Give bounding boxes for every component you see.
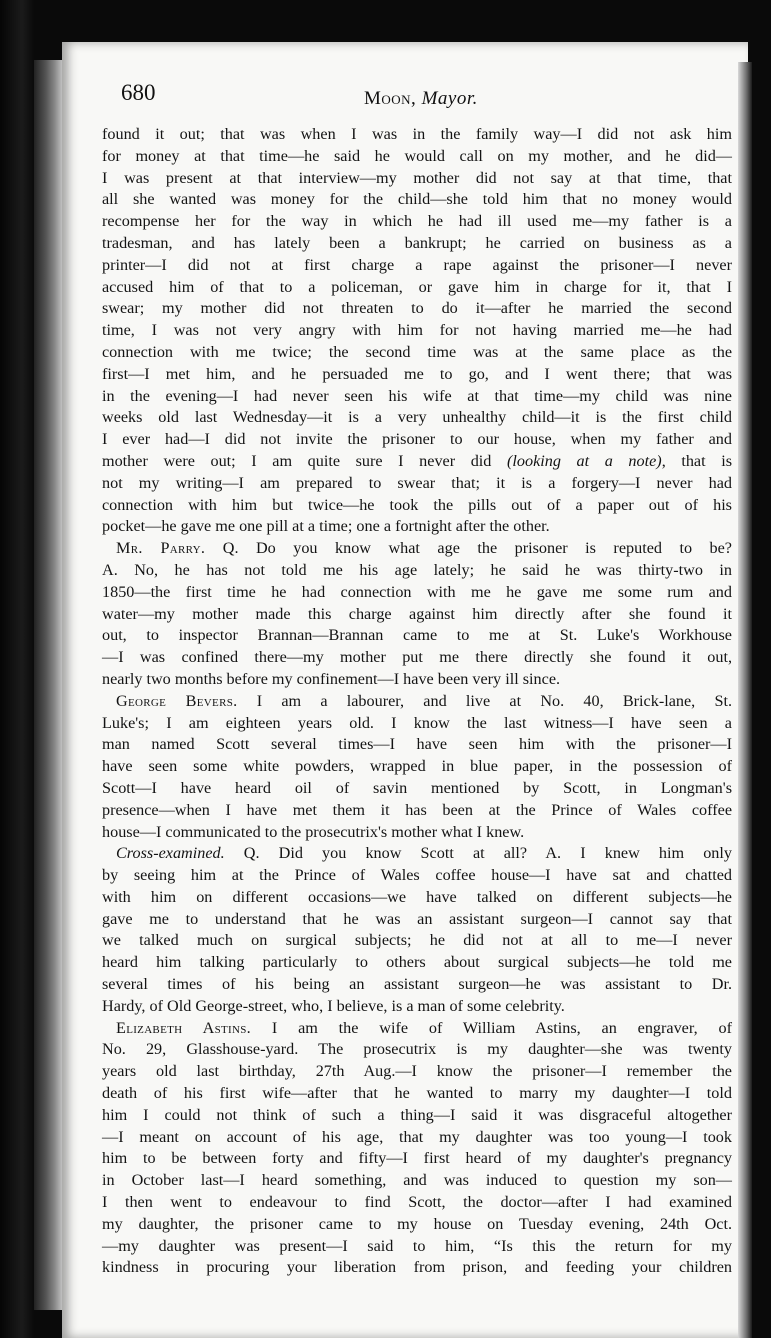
line-text: weeks old last Wednesday—it is a very unhealthy child—it is the first child	[102, 408, 732, 427]
text-line	[102, 277, 732, 299]
line-text: have seen some white powders, wrapped in blue paper, in the possession of	[102, 757, 732, 776]
speaker-name: George Bevers.	[116, 691, 238, 710]
line-text: A. No, he has not told me his age lately; he said he was thirty-two in	[102, 560, 732, 579]
text-line	[102, 800, 732, 822]
text-line	[102, 625, 732, 647]
line-text: him I could not think of such a thing—I said it was disgraceful altogether	[102, 1105, 732, 1124]
text-line	[102, 1083, 732, 1105]
page-edge-shadow	[738, 62, 752, 1338]
line-text: 1850—the first time he had connection with me he gave me some rum and	[102, 582, 732, 601]
line-text: man named Scott several times—I have seen him with the prisoner—I	[102, 735, 732, 754]
italic-text: (looking at a note)	[507, 451, 662, 470]
line-text: —my daughter was present—I said to him, “Is this the return for my	[102, 1236, 732, 1255]
line-text: I am the wife of William Astins, an engraver, of	[251, 1018, 732, 1037]
line-text: with him on different occasions—we have talked on different subjects—he	[102, 887, 732, 906]
line-text: Q. Do you know what age the prisoner is reputed to be?	[205, 539, 732, 558]
text-line	[102, 1214, 732, 1236]
text-line	[102, 822, 732, 844]
text-line	[102, 516, 732, 538]
text-line	[102, 211, 732, 233]
line-text: water—my mother made this charge against him directly after she found it	[102, 604, 732, 623]
line-text: tradesman, and has lately been a bankrupt; he carried on business as a	[102, 233, 732, 252]
line-text: I then went to endeavour to find Scott, the doctor—after I had examined	[102, 1193, 732, 1212]
text-line	[102, 604, 732, 626]
text-line	[102, 189, 732, 211]
line-text: —I was confined there—my mother put me there directly she found it out,	[102, 648, 732, 667]
speaker-name: Mr. Parry.	[116, 539, 206, 558]
text-line	[102, 168, 732, 190]
line-text: him to be between forty and fifty—I first heard of my daughter's pregnancy	[102, 1149, 732, 1168]
text-line	[102, 298, 732, 320]
line-text: swear; my mother did not threaten to do it—after he married the second	[102, 299, 732, 318]
text-line	[102, 1236, 732, 1258]
text-line	[102, 647, 732, 669]
text-line	[102, 1148, 732, 1170]
line-text: in October last—I heard something, and was induced to question my son—	[102, 1171, 732, 1190]
text-line	[102, 843, 732, 865]
text-line	[102, 691, 732, 713]
text-line	[102, 320, 732, 342]
line-text: No. 29, Glasshouse-yard. The prosecutrix is my daughter—she was twenty	[102, 1040, 732, 1059]
line-text: presence—when I have met them it has been at the Prince of Wales coffee	[102, 800, 732, 819]
text-line	[102, 713, 732, 735]
line-text: Luke's; I am eighteen years old. I know the last witness—I have seen a	[102, 713, 732, 732]
text-line	[102, 386, 732, 408]
text-line	[102, 930, 732, 952]
text-line	[102, 1127, 732, 1149]
text-line	[102, 1192, 732, 1214]
text-line	[102, 233, 732, 255]
line-text: I ever had—I did not invite the prisoner to our house, when my father and	[102, 430, 732, 449]
line-text: printer—I did not at first charge a rape against the prisoner—I never	[102, 255, 732, 274]
line-text: in the evening—I had never seen his wife at that time—my child was nine	[102, 386, 732, 405]
line-text: kindness in procuring your liberation from prison, and feeding your children	[102, 1258, 732, 1277]
line-text: I am a labourer, and live at No. 40, Brick-lane, St.	[237, 691, 732, 710]
text-line	[102, 538, 732, 560]
speaker-name: Elizabeth Astins.	[116, 1018, 251, 1037]
line-text: for money at that time—he said he would call on my mother, and he did—	[102, 146, 732, 165]
line-text: my daughter, the prisoner came to my house on Tuesday evening, 24th Oct.	[102, 1214, 732, 1233]
line-text: all she wanted was money for the child—she told him that no money would	[102, 190, 732, 209]
text-line	[102, 1105, 732, 1127]
line-text: we talked much on surgical subjects; he did not at all to me—I never	[102, 931, 732, 950]
text-line	[102, 1039, 732, 1061]
line-text: heard him talking particularly to others about surgical subjects—he told me	[102, 953, 732, 972]
line-text: out, to inspector Brannan—Brannan came to me at St. Luke's Workhouse	[102, 626, 732, 645]
line-text: pocket—he gave me one pill at a time; one a fortnight after the other.	[102, 517, 550, 536]
line-text: accused him of that to a policeman, or gave him in charge for it, that I	[102, 277, 732, 296]
text-line	[102, 407, 732, 429]
line-text: found it out; that was when I was in the family way—I did not ask him	[102, 125, 732, 143]
page-body-text	[102, 124, 732, 1279]
line-text: house—I communicated to the prosecutrix's mother what I knew.	[102, 822, 525, 841]
text-line	[102, 1257, 732, 1279]
line-text: not my writing—I am prepared to swear that; it is a forgery—I never had	[102, 473, 732, 492]
text-line	[102, 778, 732, 800]
text-line	[102, 974, 732, 996]
text-line	[102, 495, 732, 517]
page-number: 680	[121, 80, 156, 105]
text-line	[102, 429, 732, 451]
line-text: years old last birthday, 27th Aug.—I know the prisoner—I remember the	[102, 1062, 732, 1081]
line-text: connection with him but twice—he took the pills out of a paper out of his	[102, 495, 732, 514]
line-text: Scott—I have heard oil of savin mentioned by Scott, in Longman's	[102, 778, 732, 797]
text-line	[102, 1018, 732, 1040]
line-text: death of his first wife—after that he wanted to marry my daughter—I told	[102, 1084, 732, 1103]
line-text: nearly two months before my confinement—I have been very ill since.	[102, 669, 561, 688]
line-text-tail: , that is	[661, 451, 733, 470]
text-line	[102, 342, 732, 364]
running-head-title: Mayor.	[421, 88, 478, 109]
text-line	[102, 756, 732, 778]
line-text: several times of his being an assistant surgeon—he was assistant to Dr.	[102, 975, 732, 994]
line-text: time, I was not very angry with him for not having married me—he had	[102, 321, 732, 340]
text-line	[102, 1170, 732, 1192]
text-line	[102, 952, 732, 974]
text-line	[102, 255, 732, 277]
line-text: first—I met him, and he persuaded me to go, and I went there; that was	[102, 364, 732, 383]
text-line	[102, 887, 732, 909]
text-line	[102, 560, 732, 582]
page-header	[118, 80, 718, 116]
text-line	[102, 473, 732, 495]
line-text: by seeing him at the Prince of Wales coffee house—I have sat and chatted	[102, 866, 732, 885]
italic-text: Cross-examined.	[116, 844, 225, 863]
text-line	[102, 146, 732, 168]
text-line	[102, 734, 732, 756]
line-text: Hardy, of Old George-street, who, I believe, is a man of some celebrity.	[102, 996, 565, 1015]
text-line	[102, 865, 732, 887]
running-head	[364, 88, 478, 110]
line-text: recompense her for the way in which he had ill used me—my father is a	[102, 212, 732, 231]
book-spine	[34, 60, 64, 1310]
text-line	[102, 669, 732, 691]
text-line	[102, 1061, 732, 1083]
text-line	[102, 909, 732, 931]
text-line	[102, 364, 732, 386]
line-text: —I meant on account of his age, that my daughter was too young—I took	[102, 1127, 732, 1146]
line-text: connection with me twice; the second time was at the same place as the	[102, 342, 732, 361]
line-text: Q. Did you know Scott at all? A. I knew him only	[224, 844, 732, 863]
text-line	[102, 124, 732, 146]
text-line	[102, 582, 732, 604]
line-text: gave me to understand that he was an assistant surgeon—I cannot say that	[102, 909, 732, 928]
text-line	[102, 451, 732, 473]
line-text: I was present at that interview—my mother did not say at that time, that	[102, 168, 732, 187]
running-head-name: Moon,	[364, 88, 417, 109]
line-text: mother were out; I am quite sure I never did	[102, 451, 507, 470]
text-line	[102, 996, 732, 1018]
